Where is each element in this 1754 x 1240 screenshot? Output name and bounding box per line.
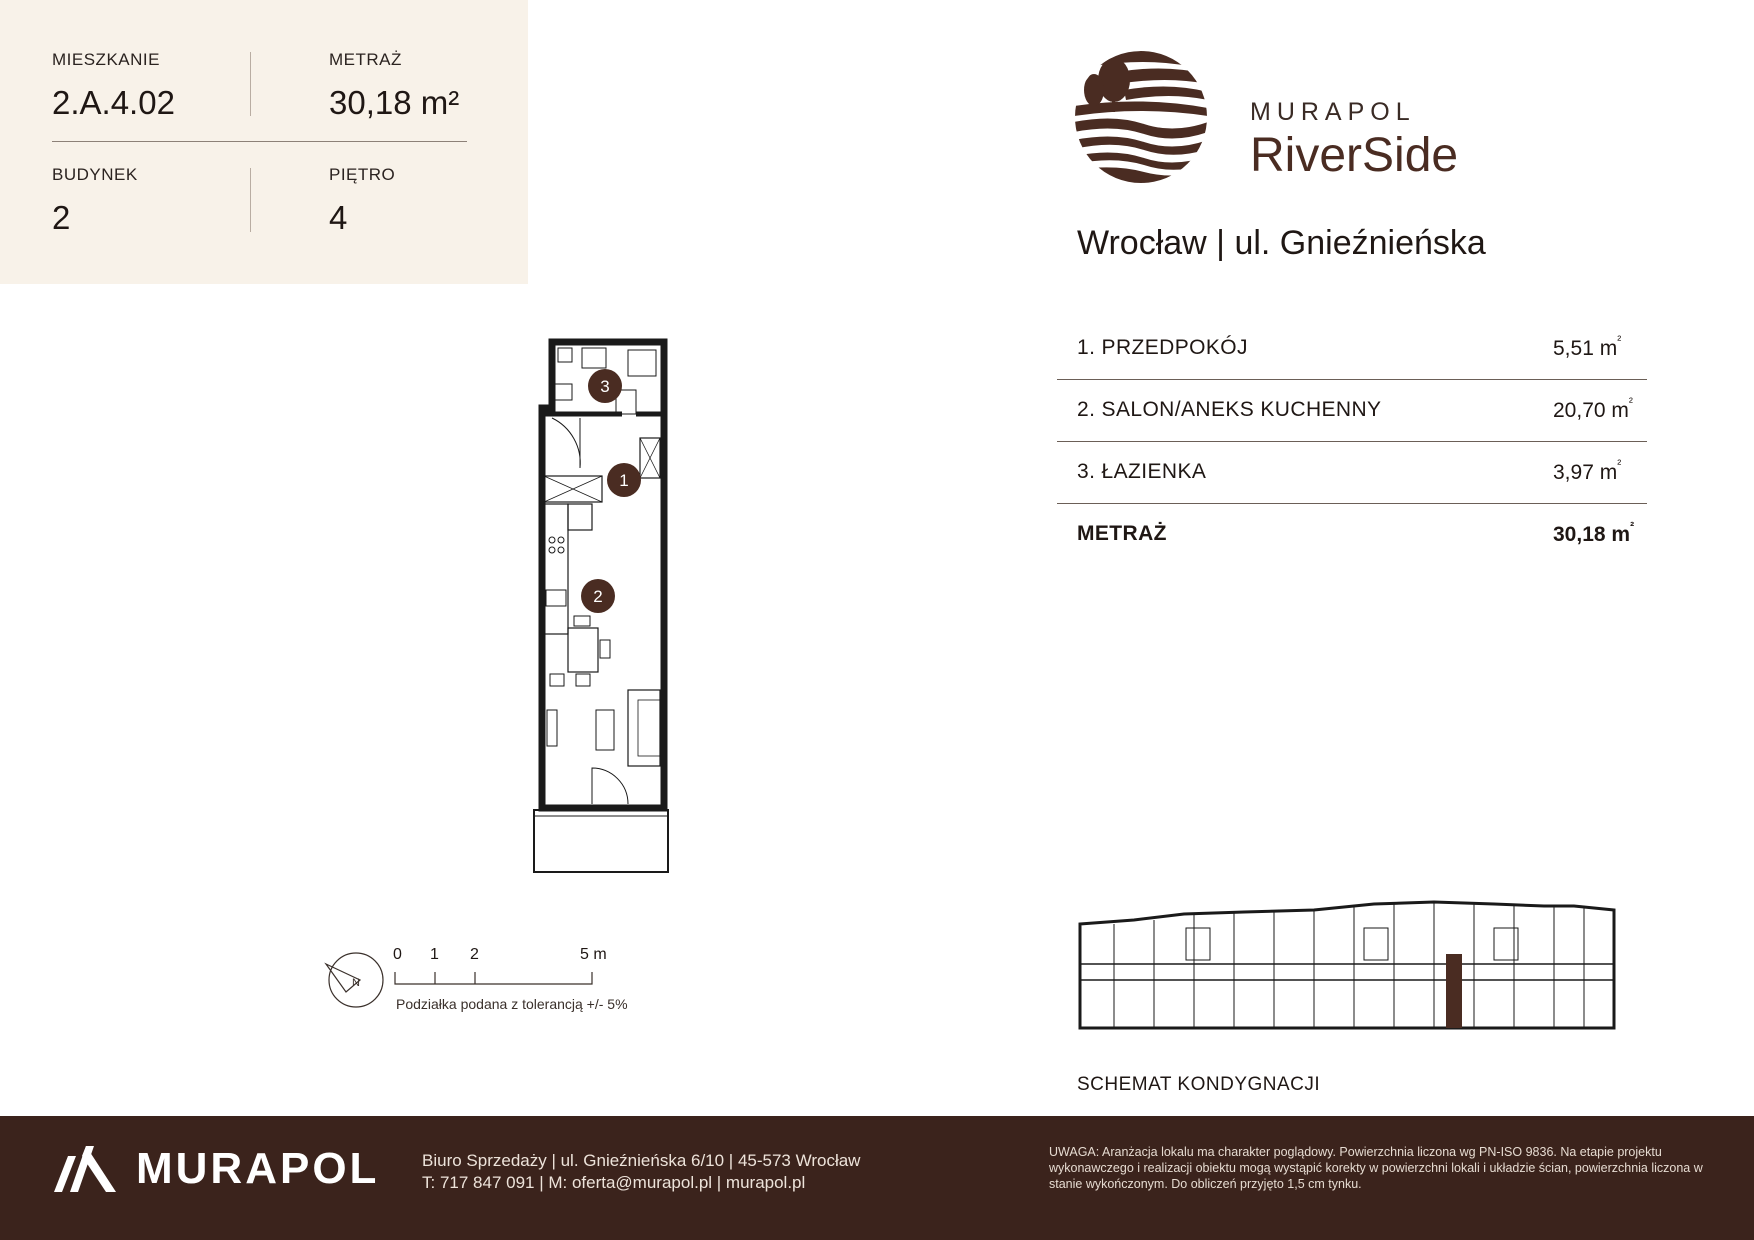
- scale-note: Podziałka podana z tolerancją +/- 5%: [396, 996, 628, 1012]
- scale-tick-2: 2: [470, 946, 479, 963]
- murapol-logo-icon: [54, 1146, 116, 1192]
- scale-tick-1: 1: [430, 946, 439, 963]
- current-apartment-highlight: [1446, 954, 1462, 1028]
- building-label: BUDYNEK: [52, 165, 138, 184]
- room-marker-1: [607, 463, 641, 497]
- building-value: 2: [52, 199, 71, 236]
- room-name: 3. ŁAZIENKA: [1077, 460, 1207, 483]
- brand-top-text: MURAPOL: [1250, 98, 1416, 126]
- floor-value: 4: [329, 199, 348, 236]
- room-name: 1. PRZEDPOKÓJ: [1077, 336, 1248, 359]
- svg-text:1: 1: [619, 471, 629, 490]
- room-area: 3,97 $m^{^2}$: [1553, 457, 1622, 484]
- scale-tick-0: 0: [393, 946, 402, 963]
- apartment-number-value: 2.A.4.02: [52, 84, 175, 121]
- area-label: METRAŻ: [329, 50, 402, 69]
- footer-address-line1: Biuro Sprzedaży | ul. Gnieźnieńska 6/10 | 45-573 Wrocław: [422, 1151, 861, 1170]
- footer-disclaimer: UWAGA: Aranżacja lokalu ma charakter poglądowy. Powierzchnia liczona wg PN-ISO 9836. Na etapie projektu wykonawczego i realizacji obiektu mogą wystąpić korekty w powierzchni lokali i układzie ścian, powierzchnia liczona w stanie wykończonym. Do obliczeń przyjęto 1,5 cm tynku.: [1049, 1145, 1703, 1191]
- rooms-table: [1057, 318, 1647, 566]
- location-heading: Wrocław | ul. Gnieźnieńska: [1077, 224, 1486, 262]
- area-cell: [329, 50, 459, 122]
- svg-text:2: 2: [593, 587, 603, 606]
- footer-address: [422, 1150, 860, 1194]
- floor-label: PIĘTRO: [329, 165, 396, 184]
- riverside-logo-icon: [1074, 50, 1208, 184]
- total-row: [1057, 504, 1647, 566]
- info-divider-bottom: [250, 168, 251, 232]
- room-row: [1057, 380, 1647, 442]
- room-row: [1057, 318, 1647, 380]
- footer: [0, 1116, 1754, 1240]
- area-value: 30,18 m²: [329, 84, 460, 121]
- brand-main-text: RiverSide: [1250, 129, 1459, 182]
- total-area: 30,18 $m^{^2}$: [1553, 519, 1635, 546]
- room-name: 2. SALON/ANEKS KUCHENNY: [1077, 398, 1382, 421]
- apartment-number-cell: [52, 50, 175, 122]
- footer-address-line2: T: 717 847 091 | M: oferta@murapol.pl | murapol.pl: [422, 1173, 806, 1192]
- apartment-number-label: MIESZKANIE: [52, 50, 160, 69]
- floor-plan: [520, 338, 680, 876]
- building-cell: [52, 165, 138, 237]
- room-row: [1057, 442, 1647, 504]
- footer-brand: MURAPOL: [136, 1144, 380, 1193]
- floor-schema: [1074, 888, 1626, 1034]
- svg-text:N: N: [352, 977, 360, 989]
- info-divider-top: [250, 52, 251, 116]
- svg-text:3: 3: [600, 377, 610, 396]
- info-divider-horizontal: [52, 141, 467, 142]
- floor-cell: [329, 165, 395, 237]
- scale-tick-5: 5 m: [580, 946, 607, 963]
- apartment-info-box: [0, 0, 528, 284]
- schema-title: SCHEMAT KONDYGNACJI: [1077, 1074, 1321, 1095]
- compass-icon: [326, 953, 383, 1007]
- room-area: 5,51 $m^{^2}$: [1553, 333, 1622, 360]
- room-area: 20,70 $m^{^2}$: [1553, 395, 1633, 422]
- room-marker-2: [581, 579, 615, 613]
- total-label: METRAŻ: [1077, 522, 1167, 545]
- room-marker-3: [588, 369, 622, 403]
